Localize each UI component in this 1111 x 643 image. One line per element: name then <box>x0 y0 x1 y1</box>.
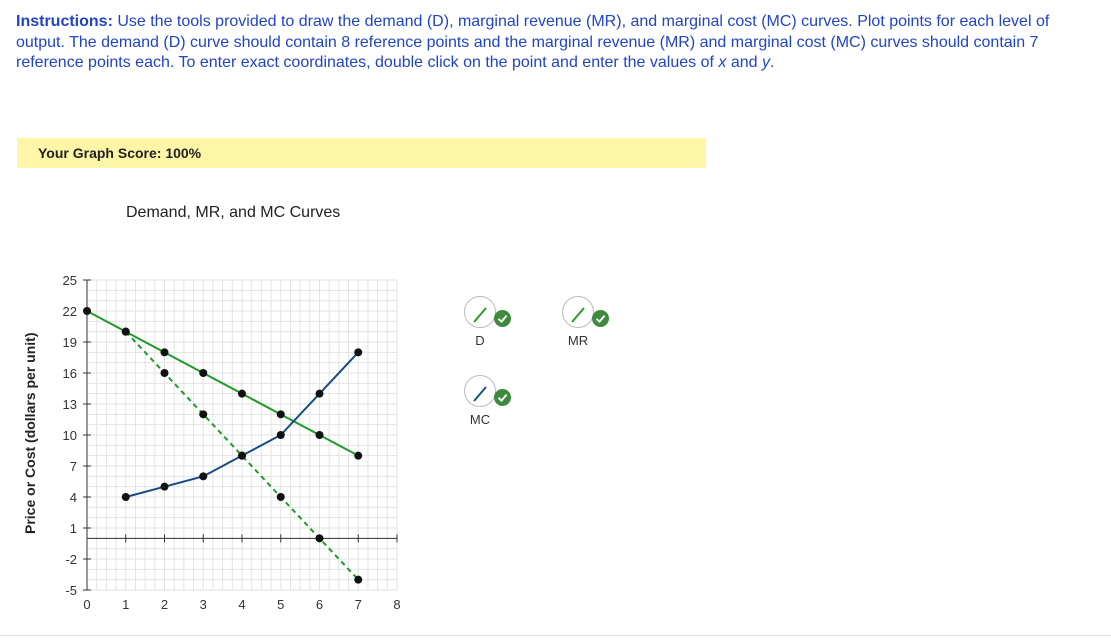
y-tick-label: -5 <box>65 583 77 598</box>
data-point-d <box>354 452 362 460</box>
y-tick-label: 10 <box>62 428 77 443</box>
y-axis-label: Price or Cost (dollars per unit) <box>22 332 38 534</box>
x-tick-label: 1 <box>122 597 130 612</box>
data-point-d <box>199 369 207 377</box>
data-point-d <box>238 390 246 398</box>
x-tick-label: 8 <box>393 597 401 612</box>
x-tick-label: 5 <box>277 597 285 612</box>
chart-title: Demand, MR, and MC Curves <box>126 204 341 221</box>
y-tick-label: 4 <box>69 490 77 505</box>
var-y: y <box>761 54 770 71</box>
x-tick-label: 6 <box>315 597 324 612</box>
data-point-mr <box>122 328 130 336</box>
instructions-body: Use the tools provided to draw the demand (D), marginal revenue (MR), and marginal cost (MC) curves. Plot points for each level of output. The demand (D) curve should contain 8 reference points and the marginal revenue (MR) and marginal cost (MC) curves should contain 7 reference points each. To enter exact coordinates, double click on the point and enter the values of <box>16 13 1050 71</box>
instructions-end: . <box>769 54 775 71</box>
data-point-mc <box>161 483 169 491</box>
data-point-d <box>277 410 285 418</box>
score-label: Your Graph Score: 100% <box>38 145 202 161</box>
data-point-mc <box>354 348 362 356</box>
x-tick-label: 7 <box>354 597 362 612</box>
data-point-mc <box>199 472 207 480</box>
mr-tool-button[interactable] <box>559 293 619 353</box>
data-point-mr <box>277 493 285 501</box>
data-point-d <box>316 431 324 439</box>
var-x: x <box>718 54 727 71</box>
data-point-mr <box>316 534 324 542</box>
y-tick-label: 7 <box>69 459 77 474</box>
tool-label-mc: MC <box>469 412 491 427</box>
y-tick-label: 25 <box>62 273 77 288</box>
demand-tool-button[interactable] <box>461 293 521 353</box>
x-tick-label: 0 <box>83 597 91 612</box>
y-tick-label: 19 <box>62 335 77 350</box>
data-point-mr <box>199 410 207 418</box>
data-point-mc <box>122 493 130 501</box>
data-point-d <box>161 348 169 356</box>
x-tick-label: 2 <box>160 597 169 612</box>
instructions-lead: Instructions: <box>16 13 113 30</box>
mc-tool-button[interactable] <box>461 372 521 432</box>
x-tick-label: 3 <box>199 597 207 612</box>
divider <box>0 635 1111 636</box>
data-point-mr <box>161 369 169 377</box>
data-point-mc <box>277 431 285 439</box>
y-tick-label: 13 <box>62 397 77 412</box>
check-icon <box>592 310 609 327</box>
data-point-mr <box>354 576 362 584</box>
instructions-mid: and <box>726 54 762 71</box>
x-tick-label: 4 <box>238 597 246 612</box>
y-tick-label: 1 <box>69 521 77 536</box>
y-tick-label: -2 <box>65 552 77 567</box>
check-icon <box>494 389 511 406</box>
data-point-d <box>83 307 91 315</box>
check-icon <box>494 310 511 327</box>
data-point-mc <box>316 390 324 398</box>
y-tick-label: 16 <box>62 366 77 381</box>
tool-label-mr: MR <box>567 333 589 348</box>
tool-label-d: D <box>475 333 485 348</box>
y-tick-label: 22 <box>62 304 77 319</box>
data-point-mc <box>238 452 246 460</box>
